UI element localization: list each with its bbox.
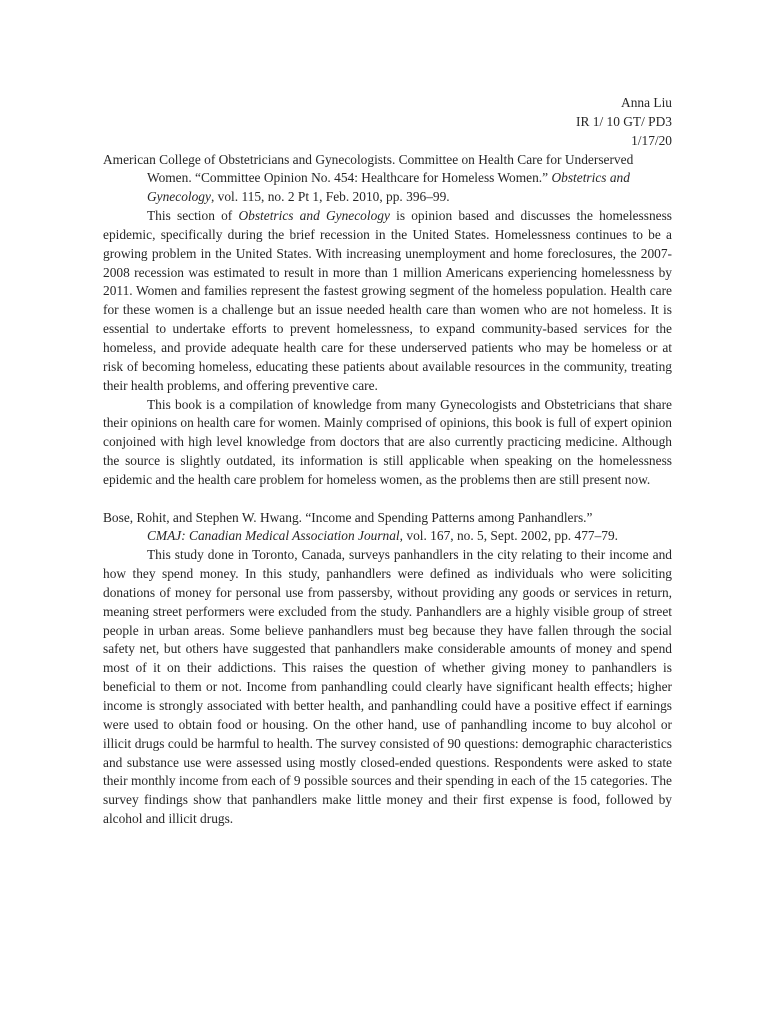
document-date: 1/17/20 bbox=[631, 132, 672, 148]
citation-journal: CMAJ: Canadian Medical Association Journal bbox=[147, 528, 400, 544]
annotation-paragraph: This study done in Toronto, Canada, surveys panhandlers in the city relating to their income and how they spend money. In this study, panhandlers were defined as individuals who were soliciting donations of money for personal use from passersby, without providing any goods or services in return, meaning street performers were excluded from the study. Panhandlers are a highly visible group of street people in urban areas. Some believe panhandlers must beg because they have fallen through the social safety net, but others have suggested that panhandlers make considerable amounts of money and spend most of it on their addictions. This raises the question of whether giving money to panhandlers is beneficial to them or not. Income from panhandling could clearly have significant health effects; higher income is strongly associated with better health, and panhandling could have a positive effect if earnings were used to obtain food or housing. On the other hand, use of panhandling income to buy alcohol or illicit drugs could be harmful to health. The survey consisted of 90 questions: demographic characteristics and substance use were assessed using mostly closed-ended questions. Respondents were asked to state their monthly income from each of 9 possible sources and their spending in each of the 15 categories. The survey findings show that panhandlers make little money and their first expense is food, followed by alcohol and illicit drugs. bbox=[103, 547, 672, 827]
section-spacer bbox=[103, 490, 672, 509]
annotation-italic-title: Obstetrics and Gynecology bbox=[238, 208, 390, 224]
page-header bbox=[103, 94, 672, 151]
citation-authors: American College of Obstetricians and Gynecologists. Committee on Health Care for Underserved Women. bbox=[103, 151, 634, 186]
citation-authors: Bose, Rohit, and Stephen W. Hwang. bbox=[103, 509, 302, 525]
citation-title: “Committee Opinion No. 454: Healthcare for Homeless Women.” bbox=[195, 170, 549, 186]
annotation-paragraph: This book is a compilation of knowledge from many Gynecologists and Obstetricians that share their opinions on health care for women. Mainly comprised of opinions, this book is full of expert opinion conjoined with high level knowledge from doctors that are also currently practicing medicine. Although the source is slightly outdated, its information is still applicable when speaking on the homelessness epidemic and the health care problem for homeless women, as the problems then are still present now. bbox=[103, 396, 672, 487]
course-code: IR 1/ 10 GT/ PD3 bbox=[576, 113, 672, 129]
citation-entry-1 bbox=[103, 151, 672, 208]
annotation-text: This section of bbox=[147, 208, 239, 224]
citation-details: , vol. 167, no. 5, Sept. 2002, pp. 477–79. bbox=[399, 528, 619, 544]
citation-details: , vol. 115, no. 2 Pt 1, Feb. 2010, pp. 396–99. bbox=[210, 189, 450, 205]
citation-journal: Obstetrics and Gynecology bbox=[147, 170, 630, 205]
author-name: Anna Liu bbox=[621, 95, 672, 110]
annotation-paragraph bbox=[103, 207, 672, 395]
citation-title: “Income and Spending Patterns among Panhandlers.” bbox=[305, 509, 593, 525]
citation-entry-2 bbox=[103, 509, 672, 547]
document-page bbox=[103, 94, 672, 829]
annotation-text: is opinion based and discusses the homelessness epidemic, specifically during the brief recession in the United States. Homelessness continues to be a growing problem in the United States. With increasing unemployment and home foreclosures, the 2007- 2008 recession was estimated to result in more than 1 million Americans experiencing homelessness by 2011. Women and families represent the fastest growing segment of the homeless population. Health care for these women is a challenge but an issue needed health care than women who are not homeless. It is essential to undertake efforts to prevent homelessness, to expand community-based services for the homeless, and provide adequate health care for these underserved patients who may be homeless or at risk of becoming homeless, educating these patients about available resources in the community, treating their health problems, and offering preventive care. bbox=[103, 208, 673, 393]
